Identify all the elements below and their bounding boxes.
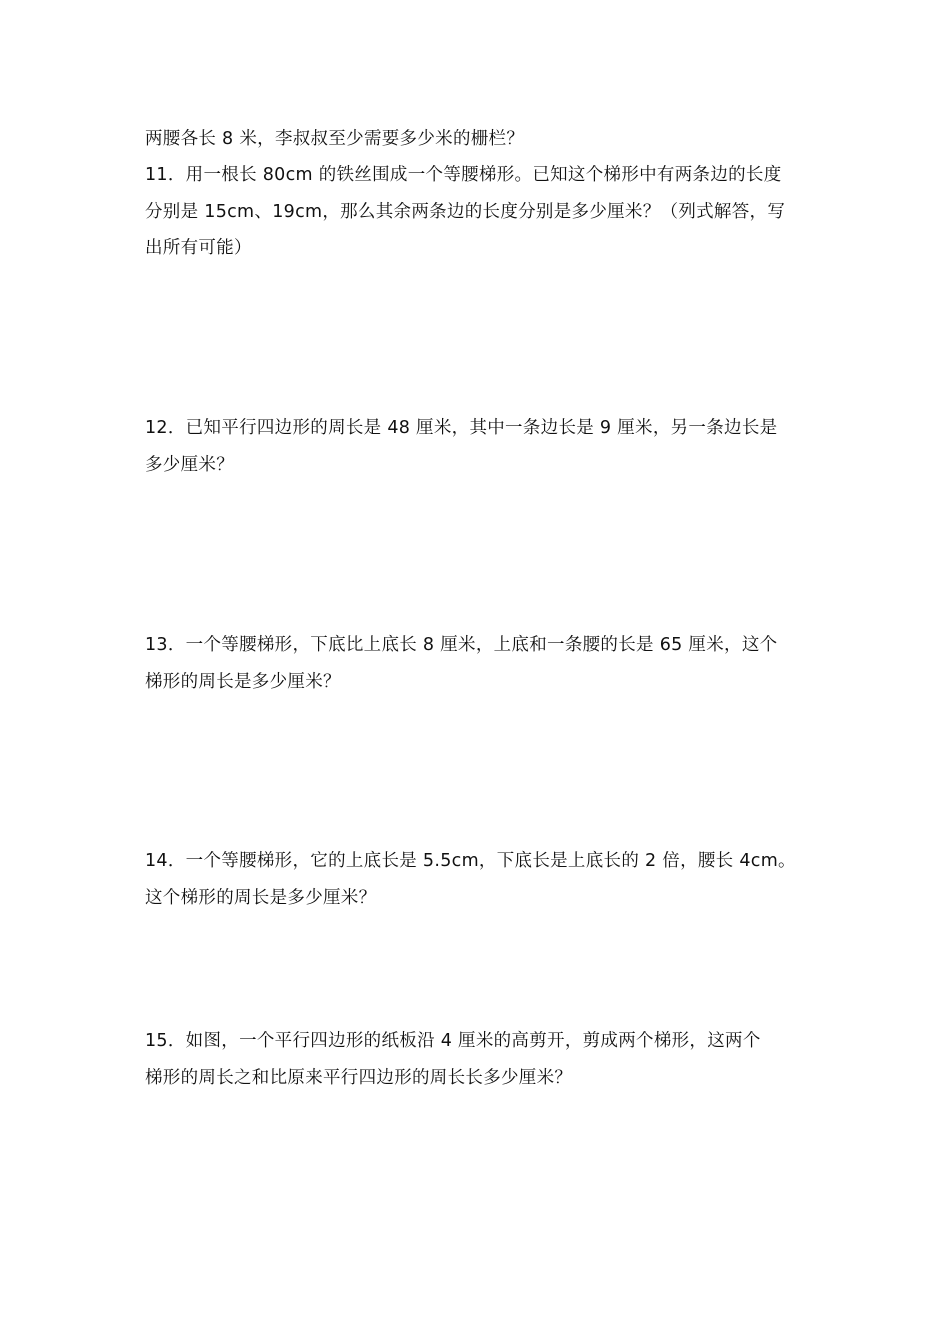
- problem-15-line-1: 15．如图，一个平行四边形的纸板沿 4 厘米的高剪开，剪成两个梯形，这两个: [145, 1031, 761, 1051]
- problem-11-line-3: 出所有可能）: [145, 238, 252, 258]
- problem-11-line-2: 分别是 15cm、19cm，那么其余两条边的长度分别是多少厘米？（列式解答，写: [145, 202, 786, 222]
- problem-12-line-1: 12．已知平行四边形的周长是 48 厘米，其中一条边长是 9 厘米，另一条边长是: [145, 418, 778, 438]
- problem-13-line-1: 13．一个等腰梯形，下底比上底长 8 厘米，上底和一条腰的长是 65 厘米，这个: [145, 635, 778, 655]
- problem-15-line-2: 梯形的周长之和比原来平行四边形的周长长多少厘米？: [145, 1068, 573, 1088]
- problem-13-line-2: 梯形的周长是多少厘米？: [145, 672, 341, 692]
- problem-14-line-1: 14．一个等腰梯形，它的上底长是 5.5cm，下底长是上底长的 2 倍，腰长 4cm。: [145, 851, 796, 871]
- problem-12-line-2: 多少厘米？: [145, 455, 234, 475]
- problem-11-line-1: 11．用一根长 80cm 的铁丝围成一个等腰梯形。已知这个梯形中有两条边的长度: [145, 165, 782, 185]
- previous-problem-tail: 两腰各长 8 米，李叔叔至少需要多少米的栅栏？: [145, 129, 525, 149]
- problem-14-line-2: 这个梯形的周长是多少厘米？: [145, 888, 377, 908]
